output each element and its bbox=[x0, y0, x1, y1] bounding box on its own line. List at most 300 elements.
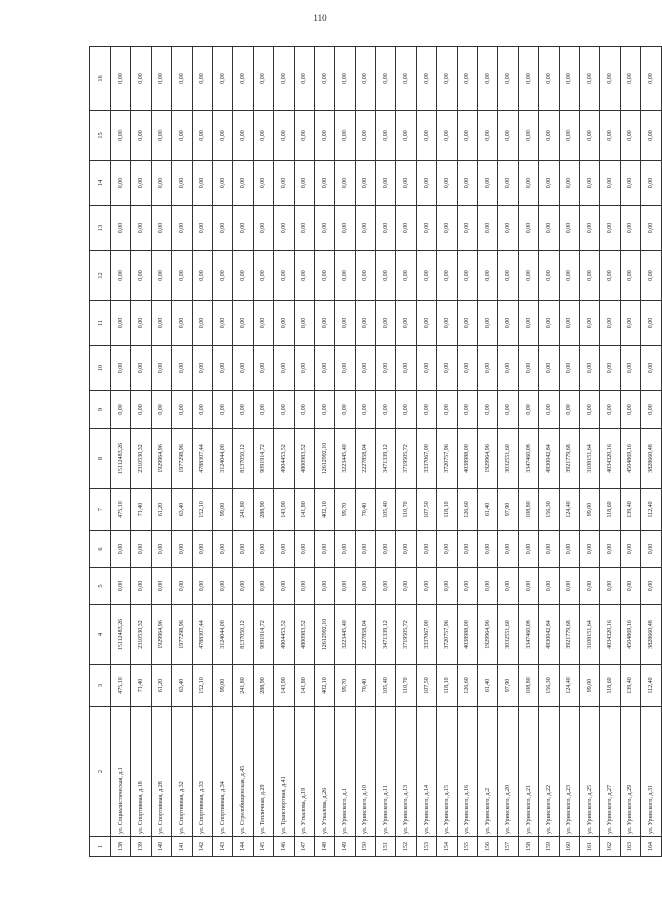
table-cell: 4904453,52 bbox=[274, 429, 294, 489]
table-cell: 0,00 bbox=[396, 568, 416, 605]
table-cell: 0,00 bbox=[192, 301, 212, 346]
table-cell: 0,00 bbox=[600, 47, 620, 111]
table-cell: 0,00 bbox=[478, 568, 498, 605]
table-row bbox=[437, 47, 457, 857]
table-cell: 0,00 bbox=[233, 346, 253, 391]
table-cell: 0,00 bbox=[233, 568, 253, 605]
table-cell: 0,00 bbox=[172, 568, 192, 605]
table-cell: 147 bbox=[294, 837, 314, 857]
table-cell: 0,00 bbox=[539, 531, 559, 568]
table-cell: 99,00 bbox=[579, 665, 599, 707]
table-cell: 0,00 bbox=[498, 391, 518, 429]
table-cell: 0,00 bbox=[437, 161, 457, 206]
table-cell: 475,10 bbox=[111, 665, 131, 707]
table-cell: 0,00 bbox=[518, 47, 538, 111]
table-cell: 0,00 bbox=[274, 206, 294, 251]
column-header: 15 bbox=[90, 111, 111, 161]
table-cell: 0,00 bbox=[498, 301, 518, 346]
table-cell: 3828660,48 bbox=[641, 429, 661, 489]
column-header: 4 bbox=[90, 605, 111, 665]
table-cell: 0,00 bbox=[253, 251, 273, 301]
table-cell: 0,00 bbox=[579, 161, 599, 206]
table-cell: 0,00 bbox=[437, 346, 457, 391]
table-cell: 0,00 bbox=[498, 568, 518, 605]
table-cell: 0,00 bbox=[131, 251, 151, 301]
table-cell: 0,00 bbox=[314, 251, 334, 301]
table-cell: 402,10 bbox=[314, 489, 334, 531]
table-cell: 0,00 bbox=[131, 391, 151, 429]
table-cell: 0,00 bbox=[172, 161, 192, 206]
table-cell: 0,00 bbox=[131, 206, 151, 251]
table-cell: 0,00 bbox=[376, 206, 396, 251]
table-cell: 0,00 bbox=[151, 161, 171, 206]
table-cell: 0,00 bbox=[518, 251, 538, 301]
table-row bbox=[498, 47, 518, 857]
table-cell: 0,00 bbox=[457, 568, 477, 605]
table-cell: 163 bbox=[620, 837, 640, 857]
table-cell: 0,00 bbox=[131, 161, 151, 206]
address-cell: ул. Стрелобищенская, д.45 bbox=[233, 707, 253, 837]
table-cell: 0,00 bbox=[192, 251, 212, 301]
table-cell: 3032551,60 bbox=[498, 429, 518, 489]
table-cell: 139,40 bbox=[620, 665, 640, 707]
table-cell: 0,00 bbox=[396, 251, 416, 301]
table-cell: 0,00 bbox=[478, 531, 498, 568]
table-cell: 0,00 bbox=[539, 111, 559, 161]
table-cell: 4788307,44 bbox=[192, 605, 212, 665]
table-row bbox=[355, 47, 375, 857]
header-row bbox=[90, 47, 111, 857]
table-cell: 4930042,84 bbox=[539, 605, 559, 665]
address-cell: ул. Уринского, д.2 bbox=[478, 707, 498, 837]
table-cell: 0,00 bbox=[620, 346, 640, 391]
table-cell: 0,00 bbox=[355, 391, 375, 429]
table-cell: 0,00 bbox=[212, 391, 232, 429]
table-cell: 154 bbox=[437, 837, 457, 857]
table-cell: 0,00 bbox=[559, 531, 579, 568]
table-cell: 0,00 bbox=[294, 391, 314, 429]
table-row bbox=[212, 47, 232, 857]
address-cell: ул. Уринского, д.21 bbox=[518, 707, 538, 837]
table-cell: 70,40 bbox=[355, 665, 375, 707]
table-cell: 0,00 bbox=[641, 531, 661, 568]
table-cell: 0,00 bbox=[478, 47, 498, 111]
table-cell: 0,00 bbox=[641, 391, 661, 429]
table-cell: 0,00 bbox=[518, 346, 538, 391]
table-cell: 0,00 bbox=[559, 206, 579, 251]
table-cell: 3921779,68 bbox=[559, 605, 579, 665]
table-cell: 0,00 bbox=[274, 251, 294, 301]
table-cell: 0,00 bbox=[111, 346, 131, 391]
table-cell: 0,00 bbox=[172, 47, 192, 111]
table-cell: 0,00 bbox=[151, 391, 171, 429]
table-cell: 0,00 bbox=[396, 346, 416, 391]
table-cell: 152,10 bbox=[192, 489, 212, 531]
table-cell: 0,00 bbox=[396, 111, 416, 161]
table-cell: 0,00 bbox=[151, 568, 171, 605]
table-cell: 4930042,84 bbox=[539, 429, 559, 489]
table-cell: 0,00 bbox=[600, 568, 620, 605]
table-cell: 0,00 bbox=[641, 47, 661, 111]
table-cell: 0,00 bbox=[498, 251, 518, 301]
table-cell: 0,00 bbox=[192, 391, 212, 429]
table-cell: 70,40 bbox=[355, 489, 375, 531]
table-cell: 4038988,00 bbox=[457, 429, 477, 489]
column-header: 3 bbox=[90, 665, 111, 707]
table-cell: 139 bbox=[131, 837, 151, 857]
table-cell: 110,70 bbox=[396, 665, 416, 707]
address-cell: ул. Уринского, д.10 bbox=[355, 707, 375, 837]
address-cell: ул. Спортивная, д.18 bbox=[131, 707, 151, 837]
table-cell: 0,00 bbox=[416, 111, 436, 161]
table-cell: 4034320,16 bbox=[600, 429, 620, 489]
table-cell: 3921779,68 bbox=[559, 429, 579, 489]
table-cell: 0,00 bbox=[498, 111, 518, 161]
table-cell: 157 bbox=[498, 837, 518, 857]
table-cell: 0,00 bbox=[233, 301, 253, 346]
table-row bbox=[294, 47, 314, 857]
table-cell: 0,00 bbox=[416, 531, 436, 568]
table-cell: 241,80 bbox=[233, 665, 253, 707]
table-cell: 9091914,72 bbox=[253, 605, 273, 665]
table-cell: 164 bbox=[641, 837, 661, 857]
table-cell: 151 bbox=[376, 837, 396, 857]
table-cell: 0,00 bbox=[641, 346, 661, 391]
table-cell: 0,00 bbox=[151, 346, 171, 391]
table-cell: 61,40 bbox=[478, 489, 498, 531]
column-header: 1 bbox=[90, 837, 111, 857]
table-cell: 162 bbox=[600, 837, 620, 857]
table-row bbox=[600, 47, 620, 857]
table-cell: 0,00 bbox=[111, 301, 131, 346]
table-cell: 0,00 bbox=[376, 111, 396, 161]
table-cell: 0,00 bbox=[559, 251, 579, 301]
table-cell: 0,00 bbox=[253, 346, 273, 391]
table-cell: 0,00 bbox=[212, 531, 232, 568]
table-cell: 0,00 bbox=[111, 47, 131, 111]
table-row bbox=[478, 47, 498, 857]
table-cell: 0,00 bbox=[559, 301, 579, 346]
table-cell: 0,00 bbox=[539, 568, 559, 605]
table-cell: 0,00 bbox=[559, 346, 579, 391]
table-cell: 0,00 bbox=[253, 47, 273, 111]
table-cell: 156 bbox=[478, 837, 498, 857]
table-cell: 0,00 bbox=[376, 301, 396, 346]
address-cell: ул. Уринского, д.13 bbox=[396, 707, 416, 837]
table-cell: 118,60 bbox=[600, 665, 620, 707]
table-cell: 3223445,40 bbox=[335, 429, 355, 489]
table-cell: 118,10 bbox=[437, 489, 457, 531]
address-cell: ул. Уринского, д.29 bbox=[620, 707, 640, 837]
table-cell: 0,00 bbox=[457, 301, 477, 346]
table-cell: 8137050,12 bbox=[233, 429, 253, 489]
address-cell: ул. Транспортная, д.41 bbox=[274, 707, 294, 837]
table-cell: 0,00 bbox=[600, 161, 620, 206]
table-cell: 0,00 bbox=[111, 251, 131, 301]
table-cell: 3347460,08 bbox=[518, 429, 538, 489]
table-cell: 1929964,96 bbox=[478, 429, 498, 489]
table-cell: 0,00 bbox=[579, 568, 599, 605]
table-cell: 0,00 bbox=[478, 161, 498, 206]
table-cell: 0,00 bbox=[559, 391, 579, 429]
table-cell: 0,00 bbox=[335, 301, 355, 346]
table-cell: 0,00 bbox=[111, 391, 131, 429]
address-cell: ул. Тепличная, д.29 bbox=[253, 707, 273, 837]
table-cell: 0,00 bbox=[518, 301, 538, 346]
table-cell: 0,00 bbox=[641, 251, 661, 301]
table-cell: 0,00 bbox=[416, 346, 436, 391]
table-cell: 0,00 bbox=[253, 301, 273, 346]
table-cell: 2227858,04 bbox=[355, 605, 375, 665]
table-cell: 12612992,10 bbox=[314, 429, 334, 489]
table-cell: 0,00 bbox=[600, 251, 620, 301]
table-cell: 0,00 bbox=[131, 47, 151, 111]
table-cell: 0,00 bbox=[478, 251, 498, 301]
table-cell: 107,50 bbox=[416, 489, 436, 531]
table-cell: 0,00 bbox=[498, 206, 518, 251]
address-cell: ул. Уринского, д.31 bbox=[641, 707, 661, 837]
table-cell: 0,00 bbox=[620, 301, 640, 346]
address-cell: ул. Социалистическая, д.1 bbox=[111, 707, 131, 837]
table-cell: 0,00 bbox=[335, 111, 355, 161]
table-cell: 0,00 bbox=[253, 161, 273, 206]
table-cell: 112,40 bbox=[641, 489, 661, 531]
table-cell: 0,00 bbox=[437, 111, 457, 161]
column-header: 10 bbox=[90, 346, 111, 391]
table-cell: 99,00 bbox=[212, 489, 232, 531]
table-cell: 0,00 bbox=[478, 301, 498, 346]
table-cell: 0,00 bbox=[314, 161, 334, 206]
table-cell: 97,90 bbox=[498, 489, 518, 531]
table-cell: 0,00 bbox=[437, 206, 457, 251]
table-cell: 0,00 bbox=[396, 301, 416, 346]
table-cell: 97,90 bbox=[498, 665, 518, 707]
table-row bbox=[376, 47, 396, 857]
table-cell: 0,00 bbox=[396, 161, 416, 206]
table-cell: 4504869,16 bbox=[620, 429, 640, 489]
table-cell: 112,40 bbox=[641, 665, 661, 707]
table-cell: 0,00 bbox=[212, 251, 232, 301]
table-body bbox=[111, 47, 662, 857]
table-cell: 241,80 bbox=[233, 489, 253, 531]
table-cell: 0,00 bbox=[111, 568, 131, 605]
table-cell: 0,00 bbox=[151, 251, 171, 301]
table-row bbox=[172, 47, 192, 857]
table-cell: 0,00 bbox=[172, 301, 192, 346]
table-cell: 156,30 bbox=[539, 489, 559, 531]
table-cell: 4904453,52 bbox=[274, 605, 294, 665]
table-cell: 160 bbox=[559, 837, 579, 857]
table-cell: 15112483,26 bbox=[111, 605, 131, 665]
table-cell: 0,00 bbox=[274, 346, 294, 391]
table-cell: 0,00 bbox=[416, 391, 436, 429]
table-cell: 0,00 bbox=[539, 301, 559, 346]
table-cell: 0,00 bbox=[457, 47, 477, 111]
table-cell: 0,00 bbox=[518, 111, 538, 161]
table-cell: 0,00 bbox=[294, 206, 314, 251]
table-cell: 138 bbox=[111, 837, 131, 857]
table-cell: 105,40 bbox=[376, 489, 396, 531]
table-cell: 0,00 bbox=[579, 301, 599, 346]
table-cell: 0,00 bbox=[376, 161, 396, 206]
table-cell: 0,00 bbox=[335, 206, 355, 251]
table-cell: 0,00 bbox=[559, 111, 579, 161]
table-cell: 0,00 bbox=[192, 346, 212, 391]
address-cell: ул. Уринского, д.11 bbox=[376, 707, 396, 837]
table-cell: 0,00 bbox=[416, 251, 436, 301]
table-cell: 0,00 bbox=[111, 531, 131, 568]
table-cell: 0,00 bbox=[579, 47, 599, 111]
table-cell: 140 bbox=[151, 837, 171, 857]
table-cell: 8137050,12 bbox=[233, 605, 253, 665]
table-cell: 0,00 bbox=[274, 391, 294, 429]
table-cell: 0,00 bbox=[274, 531, 294, 568]
table-cell: 0,00 bbox=[294, 531, 314, 568]
table-cell: 3337067,00 bbox=[416, 429, 436, 489]
table-cell: 0,00 bbox=[274, 111, 294, 161]
table-cell: 126,60 bbox=[457, 489, 477, 531]
table-cell: 105,40 bbox=[376, 665, 396, 707]
table-cell: 0,00 bbox=[355, 161, 375, 206]
table-cell: 118,60 bbox=[600, 489, 620, 531]
table-cell: 0,00 bbox=[294, 301, 314, 346]
table-cell: 0,00 bbox=[620, 111, 640, 161]
table-cell: 2310530,32 bbox=[131, 605, 151, 665]
table-row bbox=[192, 47, 212, 857]
table-cell: 0,00 bbox=[620, 251, 640, 301]
table-cell: 0,00 bbox=[600, 531, 620, 568]
table-cell: 0,00 bbox=[518, 531, 538, 568]
table-cell: 161 bbox=[579, 837, 599, 857]
table-row bbox=[396, 47, 416, 857]
table-cell: 3337067,00 bbox=[416, 605, 436, 665]
rotated-table-container bbox=[89, 47, 654, 857]
table-cell: 0,00 bbox=[314, 568, 334, 605]
table-cell: 0,00 bbox=[111, 111, 131, 161]
table-cell: 0,00 bbox=[478, 111, 498, 161]
table-cell: 0,00 bbox=[294, 251, 314, 301]
table-cell: 61,20 bbox=[151, 665, 171, 707]
table-cell: 0,00 bbox=[253, 568, 273, 605]
table-cell: 0,00 bbox=[518, 161, 538, 206]
table-cell: 0,00 bbox=[314, 391, 334, 429]
table-cell: 0,00 bbox=[498, 346, 518, 391]
table-cell: 143,90 bbox=[274, 665, 294, 707]
address-cell: ул. Спортивная, д.28 bbox=[151, 707, 171, 837]
table-cell: 0,00 bbox=[294, 161, 314, 206]
address-cell: ул. Спортивная, д.33 bbox=[192, 707, 212, 837]
table-cell: 0,00 bbox=[355, 531, 375, 568]
table-cell: 0,00 bbox=[620, 391, 640, 429]
table-cell: 12612992,10 bbox=[314, 605, 334, 665]
table-cell: 0,00 bbox=[131, 568, 151, 605]
table-row bbox=[253, 47, 273, 857]
page-number: 110 bbox=[313, 13, 327, 23]
table-cell: 0,00 bbox=[335, 346, 355, 391]
table-cell: 0,00 bbox=[192, 206, 212, 251]
table-cell: 0,00 bbox=[518, 568, 538, 605]
table-cell: 0,00 bbox=[437, 531, 457, 568]
table-cell: 0,00 bbox=[111, 161, 131, 206]
table-cell: 0,00 bbox=[172, 391, 192, 429]
table-cell: 1929964,96 bbox=[151, 429, 171, 489]
table-cell: 0,00 bbox=[192, 568, 212, 605]
table-cell: 0,00 bbox=[294, 568, 314, 605]
table-cell: 0,00 bbox=[233, 161, 253, 206]
table-cell: 3720757,96 bbox=[437, 429, 457, 489]
table-cell: 150 bbox=[355, 837, 375, 857]
table-cell: 99,70 bbox=[335, 489, 355, 531]
table-cell: 0,00 bbox=[131, 531, 151, 568]
table-cell: 3471339,12 bbox=[376, 605, 396, 665]
table-row bbox=[131, 47, 151, 857]
table-cell: 0,00 bbox=[641, 301, 661, 346]
table-cell: 0,00 bbox=[396, 531, 416, 568]
table-cell: 0,00 bbox=[314, 346, 334, 391]
table-cell: 0,00 bbox=[111, 206, 131, 251]
table-cell: 0,00 bbox=[233, 206, 253, 251]
table-cell: 0,00 bbox=[233, 47, 253, 111]
table-cell: 0,00 bbox=[212, 206, 232, 251]
table-cell: 288,90 bbox=[253, 489, 273, 531]
table-cell: 152,10 bbox=[192, 665, 212, 707]
table-cell: 0,00 bbox=[620, 531, 640, 568]
table-cell: 0,00 bbox=[314, 206, 334, 251]
table-cell: 0,00 bbox=[151, 111, 171, 161]
table-cell: 107,50 bbox=[416, 665, 436, 707]
table-cell: 0,00 bbox=[172, 531, 192, 568]
table-cell: 61,40 bbox=[478, 665, 498, 707]
table-cell: 288,90 bbox=[253, 665, 273, 707]
table-cell: 0,00 bbox=[335, 391, 355, 429]
table-cell: 0,00 bbox=[396, 206, 416, 251]
table-cell: 0,00 bbox=[131, 111, 151, 161]
table-cell: 0,00 bbox=[355, 47, 375, 111]
table-cell: 0,00 bbox=[274, 301, 294, 346]
table-cell: 0,00 bbox=[579, 206, 599, 251]
table-cell: 110,70 bbox=[396, 489, 416, 531]
table-cell: 158 bbox=[518, 837, 538, 857]
table-cell: 0,00 bbox=[579, 111, 599, 161]
table-cell: 0,00 bbox=[620, 206, 640, 251]
table-cell: 148 bbox=[314, 837, 334, 857]
table-cell: 0,00 bbox=[498, 47, 518, 111]
table-cell: 143,90 bbox=[274, 489, 294, 531]
table-cell: 0,00 bbox=[559, 47, 579, 111]
table-cell: 0,00 bbox=[335, 161, 355, 206]
table-cell: 0,00 bbox=[233, 251, 253, 301]
table-cell: 402,10 bbox=[314, 665, 334, 707]
table-cell: 0,00 bbox=[131, 301, 151, 346]
table-cell: 475,10 bbox=[111, 489, 131, 531]
table-cell: 0,00 bbox=[314, 47, 334, 111]
table-cell: 0,00 bbox=[437, 47, 457, 111]
column-header: 9 bbox=[90, 391, 111, 429]
table-cell: 0,00 bbox=[172, 251, 192, 301]
table-cell: 124,40 bbox=[559, 665, 579, 707]
table-cell: 0,00 bbox=[396, 391, 416, 429]
table-cell: 118,10 bbox=[437, 665, 457, 707]
table-cell: 0,00 bbox=[192, 111, 212, 161]
table-row bbox=[620, 47, 640, 857]
table-cell: 1929964,96 bbox=[151, 605, 171, 665]
column-header: 16 bbox=[90, 47, 111, 111]
table-cell: 1977298,96 bbox=[172, 429, 192, 489]
table-cell: 0,00 bbox=[457, 531, 477, 568]
table-cell: 0,00 bbox=[478, 206, 498, 251]
table-cell: 0,00 bbox=[376, 391, 396, 429]
table-cell: 0,00 bbox=[314, 111, 334, 161]
